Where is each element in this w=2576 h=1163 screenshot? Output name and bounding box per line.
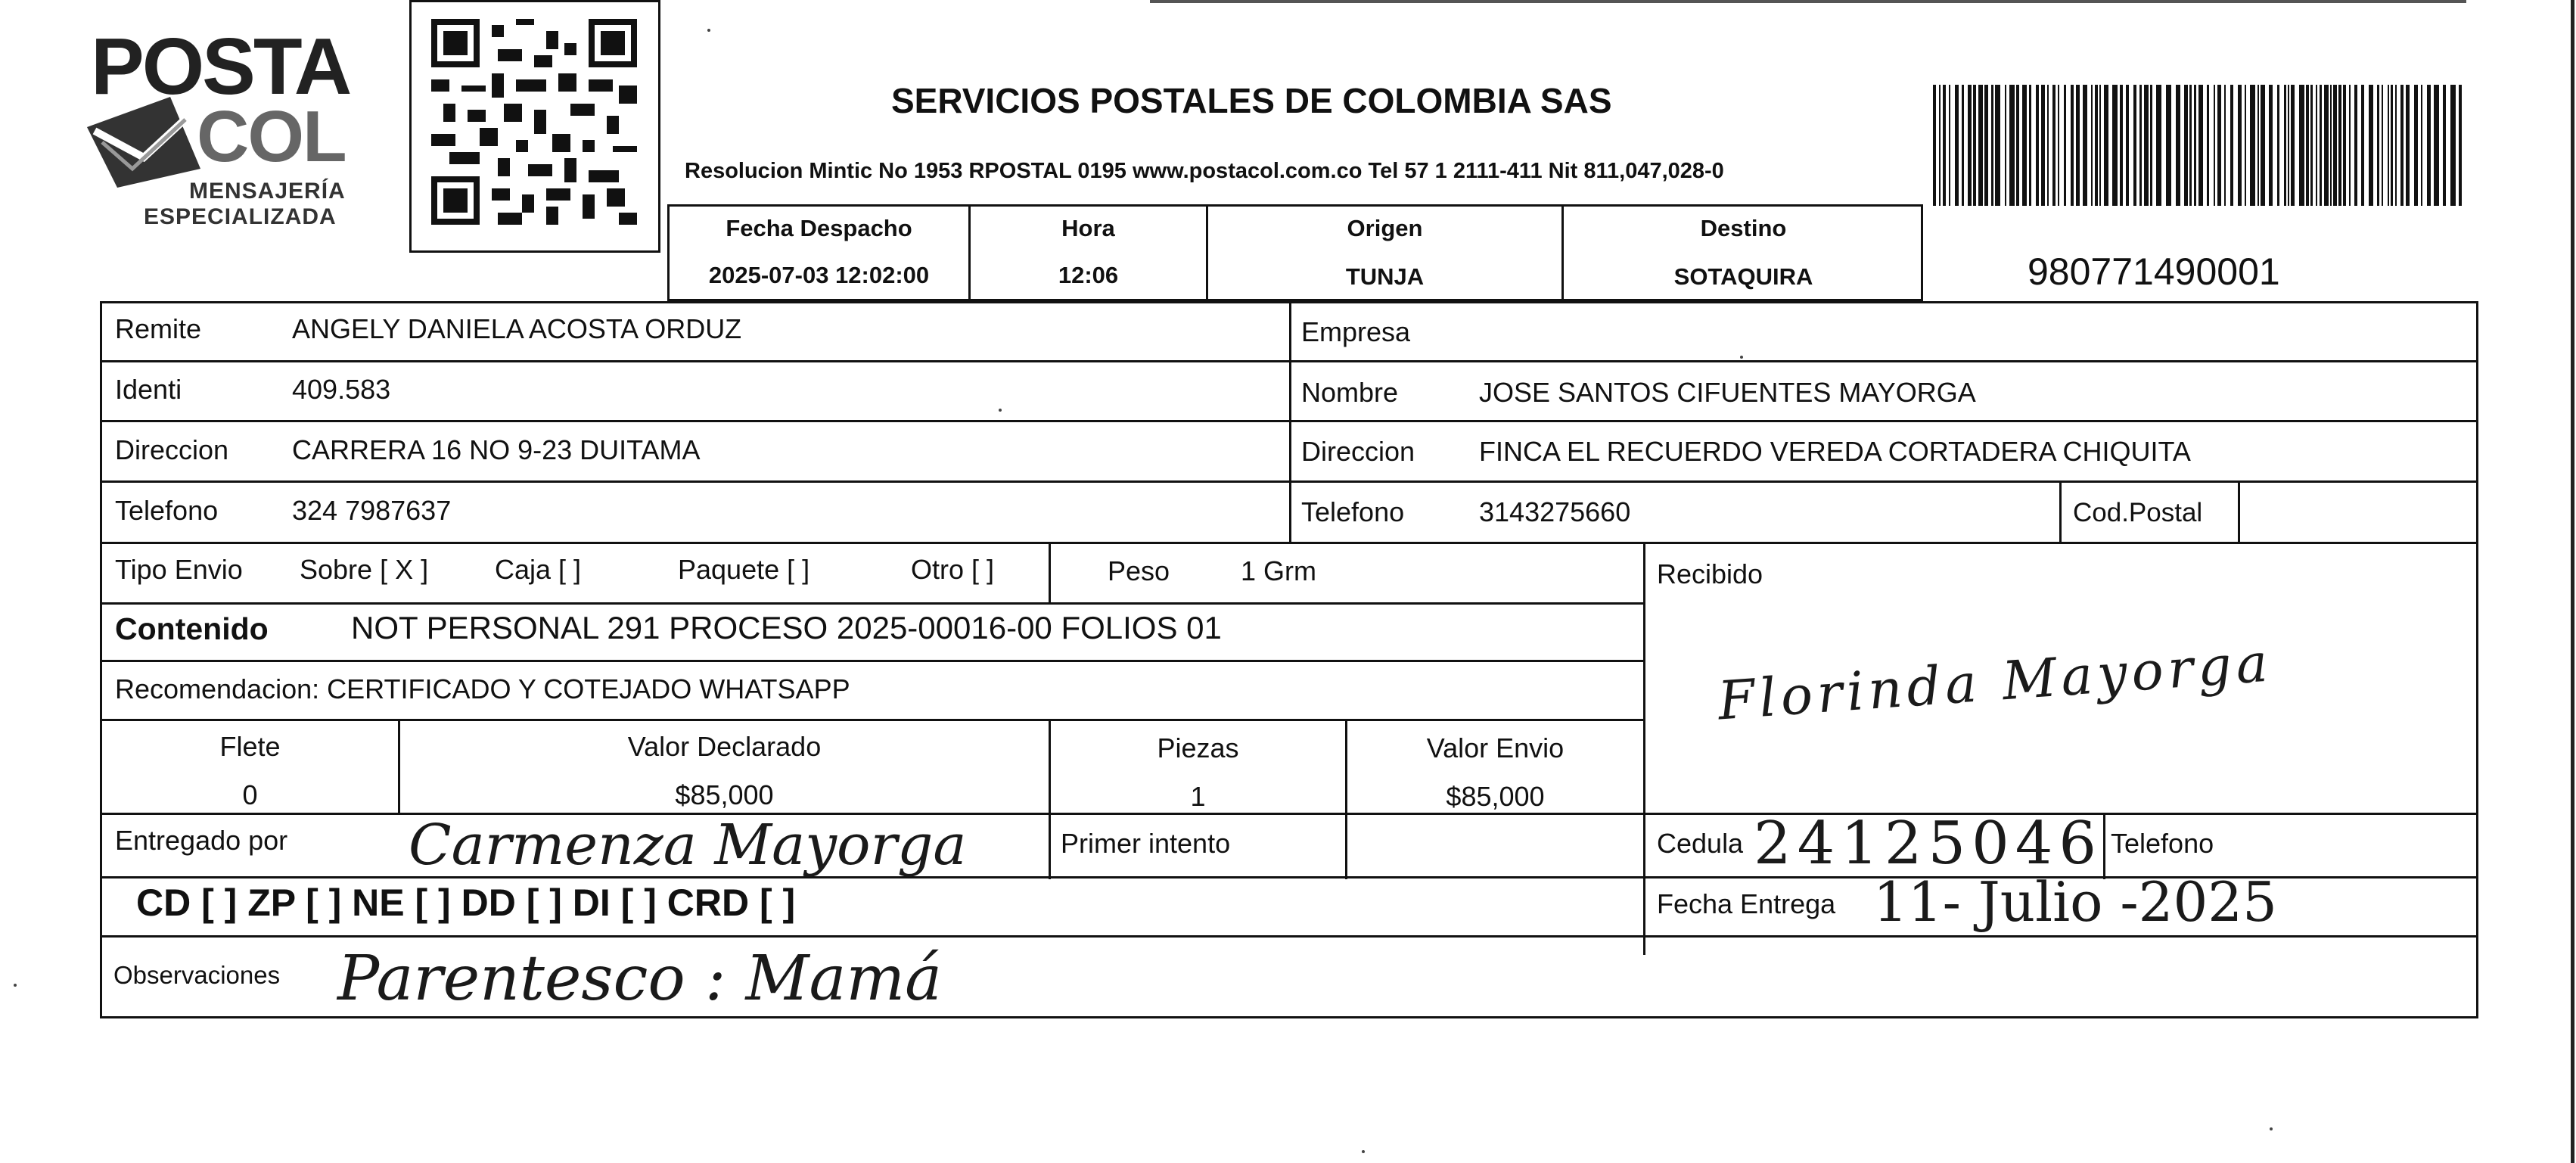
piezas-value: 1 [1190, 781, 1206, 812]
peso-value: 1 Grm [1241, 555, 1317, 586]
sender-telefono-value: 324 7987637 [292, 495, 452, 526]
sender-telefono-label: Telefono [115, 495, 219, 526]
destino-value: SOTAQUIRA [1673, 263, 1813, 290]
delivery-status-codes: CD [ ] ZP [ ] NE [ ] DD [ ] DI [ ] CRD [ ] [136, 882, 796, 924]
envelope-check-icon [87, 97, 200, 188]
flete-label: Flete [219, 731, 281, 762]
tipo-otro-checkbox: Otro [ ] [911, 554, 995, 585]
remite-value: ANGELY DANIELA ACOSTA ORDUZ [292, 313, 742, 344]
company-name: SERVICIOS POSTALES DE COLOMBIA SAS [891, 81, 1612, 120]
fecha-entrega-label: Fecha Entrega [1657, 888, 1836, 919]
cod-postal-label: Cod.Postal [2073, 498, 2203, 527]
recipient-telefono-label: Telefono [1301, 496, 1405, 527]
piezas-label: Piezas [1157, 732, 1239, 763]
observaciones-label: Observaciones [113, 961, 281, 989]
cedula-handwritten: 24125046 [1754, 810, 2103, 878]
tipo-sobre-checkbox: Sobre [ X ] [300, 554, 429, 585]
fecha-entrega-handwritten: 11- Julio -2025 [1873, 870, 2277, 934]
scan-top-line [1150, 0, 2466, 3]
origen-label: Origen [1347, 215, 1423, 241]
contenido-value: NOT PERSONAL 291 PROCESO 2025-00016-00 FOLIOS 01 [351, 610, 1222, 645]
qr-code-icon [431, 17, 637, 227]
logo-tagline-2: ESPECIALIZADA [144, 204, 337, 229]
cedula-label: Cedula [1657, 828, 1744, 859]
fecha-despacho-label: Fecha Despacho [726, 215, 912, 241]
receiver-telefono-label: Telefono [2111, 828, 2214, 859]
identi-label: Identi [115, 374, 182, 405]
observaciones-handwritten: Parentesco : Mamá [337, 943, 943, 1015]
tipo-caja-checkbox: Caja [ ] [495, 554, 582, 585]
postacol-logo [83, 21, 371, 233]
nombre-value: JOSE SANTOS CIFUENTES MAYORGA [1479, 377, 1976, 408]
sender-direccion-value: CARRERA 16 NO 9-23 DUITAMA [292, 434, 701, 465]
primer-intento-label: Primer intento [1061, 828, 1231, 859]
destino-label: Destino [1700, 215, 1787, 241]
logo-col-text: COL [197, 96, 346, 177]
recipient-direccion-value: FINCA EL RECUERDO VEREDA CORTADERA CHIQUITA [1479, 436, 2191, 467]
hora-label: Hora [1061, 215, 1115, 241]
tipo-paquete-checkbox: Paquete [ ] [678, 554, 810, 585]
identi-value: 409.583 [292, 374, 391, 405]
recipient-direccion-label: Direccion [1301, 436, 1415, 467]
remite-label: Remite [115, 313, 202, 344]
sender-direccion-label: Direccion [115, 434, 229, 465]
entregado-signature: Carmenza Mayorga [409, 813, 967, 878]
peso-label: Peso [1108, 555, 1170, 586]
recipient-telefono-value: 3143275660 [1479, 496, 1631, 527]
flete-value: 0 [242, 779, 258, 810]
valor-declarado-value: $85,000 [675, 779, 774, 810]
nombre-label: Nombre [1301, 377, 1399, 408]
valor-envio-value: $85,000 [1446, 781, 1545, 812]
tracking-number: 980771490001 [2028, 250, 2280, 293]
barcode [1933, 85, 2463, 206]
empresa-label: Empresa [1301, 316, 1411, 347]
recibido-label: Recibido [1657, 558, 1763, 589]
hora-value: 12:06 [1058, 262, 1119, 288]
valor-declarado-label: Valor Declarado [627, 731, 822, 762]
origen-value: TUNJA [1345, 263, 1425, 290]
valor-envio-label: Valor Envio [1426, 732, 1565, 763]
resolution-line: Resolucion Mintic No 1953 RPOSTAL 0195 www.postacol.com.co Tel 57 1 2111-411 Nit 811,047,028-0 [685, 159, 1724, 183]
tipo-envio-label: Tipo Envio [115, 554, 243, 585]
scan-right-edge [2571, 0, 2574, 1163]
contenido-label: Contenido [115, 611, 269, 646]
recomendacion-text: Recomendacion: CERTIFICADO Y COTEJADO WHATSAPP [115, 673, 850, 704]
logo-tagline-1: MENSAJERÍA [189, 179, 346, 204]
logo-posta-text: POSTA [91, 22, 350, 111]
fecha-despacho-value: 2025-07-03 12:02:00 [708, 262, 930, 288]
entregado-label: Entregado por [115, 825, 288, 856]
recibido-signature: Florinda Mayorga [1716, 631, 2274, 732]
